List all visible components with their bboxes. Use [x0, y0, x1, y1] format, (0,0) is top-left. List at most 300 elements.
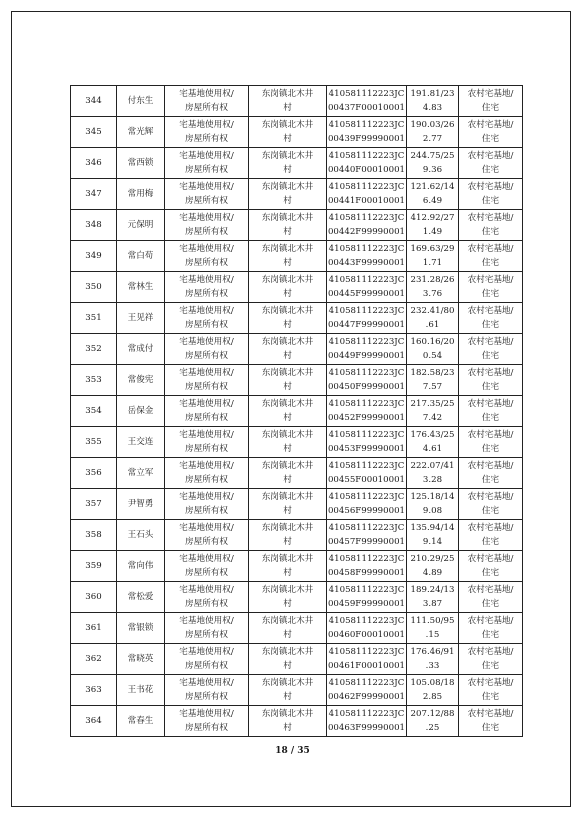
area-cell-text: 222.07/41 3.28 [410, 461, 455, 485]
location-cell-text: 东岗镇北木井 村 [261, 678, 314, 702]
land-use-cell-text: 农村宅基地/ 住宅 [467, 430, 514, 454]
location-cell [249, 520, 327, 551]
table-row [71, 210, 523, 241]
area-cell-text: 210.29/25 4.89 [410, 554, 455, 578]
land-use-cell [459, 706, 523, 737]
owner-name-cell-text: 王交连 [127, 437, 154, 447]
right-type-cell [165, 241, 249, 272]
row-number-cell [71, 458, 117, 489]
location-cell [249, 458, 327, 489]
owner-name-cell [117, 520, 165, 551]
row-number-cell [71, 148, 117, 179]
area-cell [407, 613, 459, 644]
area-cell [407, 241, 459, 272]
location-cell-text: 东岗镇北木井 村 [261, 337, 314, 361]
location-cell [249, 551, 327, 582]
unit-code-cell-text: 410581112223JC 00458F99990001 [327, 554, 406, 578]
row-number-cell [71, 427, 117, 458]
records-table [70, 85, 523, 737]
unit-code-cell-text: 410581112223JC 00449F99990001 [327, 337, 406, 361]
table-row [71, 272, 523, 303]
land-use-cell [459, 458, 523, 489]
location-cell [249, 489, 327, 520]
unit-code-cell [327, 365, 407, 396]
land-use-cell [459, 644, 523, 675]
row-number-cell-text: 347 [85, 189, 102, 199]
row-number-cell-text: 354 [85, 406, 102, 416]
owner-name-cell-text: 常松爱 [127, 592, 154, 602]
location-cell-text: 东岗镇北木井 村 [261, 461, 314, 485]
area-cell [407, 675, 459, 706]
owner-name-cell [117, 613, 165, 644]
row-number-cell-text: 357 [85, 499, 102, 509]
owner-name-cell-text: 常用梅 [127, 189, 154, 199]
unit-code-cell [327, 303, 407, 334]
right-type-cell [165, 272, 249, 303]
area-cell [407, 210, 459, 241]
location-cell-text: 东岗镇北木井 村 [261, 399, 314, 423]
right-type-cell [165, 210, 249, 241]
land-use-cell [459, 675, 523, 706]
unit-code-cell [327, 148, 407, 179]
unit-code-cell-text: 410581112223JC 00437F00010001 [327, 89, 406, 113]
location-cell-text: 东岗镇北木井 村 [261, 430, 314, 454]
table-row [71, 179, 523, 210]
land-use-cell [459, 303, 523, 334]
page-number: 18 / 35 [275, 746, 310, 756]
right-type-cell [165, 427, 249, 458]
row-number-cell [71, 241, 117, 272]
row-number-cell [71, 179, 117, 210]
unit-code-cell [327, 272, 407, 303]
row-number-cell-text: 348 [85, 220, 102, 230]
location-cell [249, 427, 327, 458]
unit-code-cell [327, 334, 407, 365]
area-cell [407, 706, 459, 737]
table-row [71, 706, 523, 737]
owner-name-cell-text: 常春生 [127, 716, 154, 726]
area-cell [407, 551, 459, 582]
table-row [71, 241, 523, 272]
land-use-cell-text: 农村宅基地/ 住宅 [467, 151, 514, 175]
unit-code-cell [327, 86, 407, 117]
right-type-cell-text: 宅基地使用权/ 房屋所有权 [179, 678, 234, 702]
land-use-cell-text: 农村宅基地/ 住宅 [467, 244, 514, 268]
owner-name-cell-text: 常立军 [127, 468, 154, 478]
right-type-cell-text: 宅基地使用权/ 房屋所有权 [179, 89, 234, 113]
area-cell-text: 244.75/25 9.36 [410, 151, 455, 175]
right-type-cell [165, 582, 249, 613]
land-use-cell-text: 农村宅基地/ 住宅 [467, 306, 514, 330]
owner-name-cell [117, 489, 165, 520]
unit-code-cell [327, 241, 407, 272]
area-cell [407, 148, 459, 179]
area-cell-text: 182.58/23 7.57 [410, 368, 455, 392]
right-type-cell-text: 宅基地使用权/ 房屋所有权 [179, 151, 234, 175]
table-row [71, 365, 523, 396]
row-number-cell [71, 644, 117, 675]
land-use-cell-text: 农村宅基地/ 住宅 [467, 554, 514, 578]
unit-code-cell [327, 644, 407, 675]
location-cell-text: 东岗镇北木井 村 [261, 244, 314, 268]
owner-name-cell-text: 常俊宪 [127, 375, 154, 385]
owner-name-cell [117, 179, 165, 210]
right-type-cell-text: 宅基地使用权/ 房屋所有权 [179, 585, 234, 609]
unit-code-cell [327, 210, 407, 241]
area-cell [407, 303, 459, 334]
right-type-cell [165, 148, 249, 179]
area-cell [407, 86, 459, 117]
right-type-cell-text: 宅基地使用权/ 房屋所有权 [179, 244, 234, 268]
land-use-cell-text: 农村宅基地/ 住宅 [467, 616, 514, 640]
unit-code-cell-text: 410581112223JC 00461F00010001 [327, 647, 406, 671]
row-number-cell-text: 350 [85, 282, 102, 292]
right-type-cell-text: 宅基地使用权/ 房屋所有权 [179, 523, 234, 547]
right-type-cell-text: 宅基地使用权/ 房屋所有权 [179, 492, 234, 516]
area-cell-text: 121.62/14 6.49 [410, 182, 455, 206]
land-use-cell-text: 农村宅基地/ 住宅 [467, 678, 514, 702]
owner-name-cell [117, 117, 165, 148]
right-type-cell [165, 396, 249, 427]
owner-name-cell [117, 303, 165, 334]
owner-name-cell [117, 241, 165, 272]
unit-code-cell [327, 613, 407, 644]
row-number-cell-text: 355 [85, 437, 102, 447]
row-number-cell-text: 349 [85, 251, 102, 261]
row-number-cell-text: 363 [85, 685, 102, 695]
location-cell [249, 365, 327, 396]
area-cell [407, 458, 459, 489]
row-number-cell [71, 117, 117, 148]
row-number-cell [71, 210, 117, 241]
area-cell-text: 111.50/95 .15 [410, 616, 455, 640]
owner-name-cell-text: 常晓英 [127, 654, 154, 664]
location-cell-text: 东岗镇北木井 村 [261, 151, 314, 175]
owner-name-cell-text: 常成付 [127, 344, 154, 354]
row-number-cell-text: 352 [85, 344, 102, 354]
unit-code-cell [327, 427, 407, 458]
location-cell-text: 东岗镇北木井 村 [261, 306, 314, 330]
unit-code-cell [327, 520, 407, 551]
area-cell-text: 176.46/91 .33 [410, 647, 455, 671]
area-cell-text: 231.28/26 3.76 [410, 275, 455, 299]
land-use-cell [459, 427, 523, 458]
land-use-cell-text: 农村宅基地/ 住宅 [467, 523, 514, 547]
row-number-cell [71, 396, 117, 427]
location-cell-text: 东岗镇北木井 村 [261, 709, 314, 733]
unit-code-cell-text: 410581112223JC 00445F99990001 [327, 275, 406, 299]
location-cell-text: 东岗镇北木井 村 [261, 585, 314, 609]
right-type-cell [165, 458, 249, 489]
land-use-cell-text: 农村宅基地/ 住宅 [467, 120, 514, 144]
row-number-cell [71, 613, 117, 644]
location-cell-text: 东岗镇北木井 村 [261, 523, 314, 547]
row-number-cell [71, 334, 117, 365]
area-cell [407, 365, 459, 396]
table-row [71, 117, 523, 148]
land-use-cell-text: 农村宅基地/ 住宅 [467, 461, 514, 485]
owner-name-cell [117, 86, 165, 117]
area-cell-text: 105.08/18 2.85 [410, 678, 455, 702]
land-use-cell-text: 农村宅基地/ 住宅 [467, 182, 514, 206]
location-cell-text: 东岗镇北木井 村 [261, 213, 314, 237]
table-row [71, 644, 523, 675]
owner-name-cell [117, 396, 165, 427]
right-type-cell [165, 613, 249, 644]
right-type-cell [165, 334, 249, 365]
location-cell-text: 东岗镇北木井 村 [261, 554, 314, 578]
land-use-cell [459, 86, 523, 117]
land-use-cell-text: 农村宅基地/ 住宅 [467, 368, 514, 392]
row-number-cell-text: 359 [85, 561, 102, 571]
area-cell [407, 272, 459, 303]
land-use-cell [459, 210, 523, 241]
unit-code-cell [327, 489, 407, 520]
location-cell-text: 东岗镇北木井 村 [261, 89, 314, 113]
owner-name-cell [117, 334, 165, 365]
location-cell-text: 东岗镇北木井 村 [261, 492, 314, 516]
unit-code-cell [327, 675, 407, 706]
land-use-cell [459, 148, 523, 179]
location-cell [249, 210, 327, 241]
unit-code-cell-text: 410581112223JC 00459F99990001 [327, 585, 406, 609]
right-type-cell-text: 宅基地使用权/ 房屋所有权 [179, 399, 234, 423]
row-number-cell [71, 520, 117, 551]
land-use-cell [459, 179, 523, 210]
table-row [71, 613, 523, 644]
area-cell-text: 169.63/29 1.71 [410, 244, 455, 268]
owner-name-cell-text: 王见祥 [127, 313, 154, 323]
owner-name-cell [117, 210, 165, 241]
land-use-cell-text: 农村宅基地/ 住宅 [467, 492, 514, 516]
owner-name-cell [117, 365, 165, 396]
owner-name-cell [117, 675, 165, 706]
right-type-cell-text: 宅基地使用权/ 房屋所有权 [179, 647, 234, 671]
owner-name-cell-text: 王石头 [127, 530, 154, 540]
unit-code-cell [327, 458, 407, 489]
unit-code-cell-text: 410581112223JC 00455F00010001 [327, 461, 406, 485]
right-type-cell [165, 117, 249, 148]
owner-name-cell [117, 458, 165, 489]
land-use-cell-text: 农村宅基地/ 住宅 [467, 337, 514, 361]
unit-code-cell [327, 551, 407, 582]
owner-name-cell [117, 551, 165, 582]
unit-code-cell-text: 410581112223JC 00443F99990001 [327, 244, 406, 268]
area-cell-text: 232.41/80 .61 [410, 306, 455, 330]
location-cell-text: 东岗镇北木井 村 [261, 647, 314, 671]
area-cell [407, 179, 459, 210]
land-use-cell [459, 613, 523, 644]
unit-code-cell-text: 410581112223JC 00450F99990001 [327, 368, 406, 392]
area-cell-text: 412.92/27 1.49 [410, 213, 455, 237]
right-type-cell [165, 551, 249, 582]
row-number-cell-text: 364 [85, 716, 102, 726]
location-cell [249, 675, 327, 706]
right-type-cell-text: 宅基地使用权/ 房屋所有权 [179, 182, 234, 206]
row-number-cell-text: 346 [85, 158, 102, 168]
location-cell [249, 706, 327, 737]
table-row [71, 334, 523, 365]
owner-name-cell-text: 常白苟 [127, 251, 154, 261]
land-use-cell [459, 272, 523, 303]
area-cell [407, 582, 459, 613]
location-cell [249, 241, 327, 272]
land-use-cell-text: 农村宅基地/ 住宅 [467, 709, 514, 733]
area-cell [407, 334, 459, 365]
area-cell [407, 117, 459, 148]
owner-name-cell [117, 582, 165, 613]
right-type-cell [165, 179, 249, 210]
table-row [71, 148, 523, 179]
area-cell-text: 160.16/20 0.54 [410, 337, 455, 361]
area-cell-text: 217.35/25 7.42 [410, 399, 455, 423]
table-row [71, 396, 523, 427]
owner-name-cell-text: 付东生 [127, 96, 154, 106]
row-number-cell [71, 582, 117, 613]
location-cell [249, 644, 327, 675]
unit-code-cell-text: 410581112223JC 00456F99990001 [327, 492, 406, 516]
unit-code-cell-text: 410581112223JC 00440F00010001 [327, 151, 406, 175]
location-cell [249, 303, 327, 334]
row-number-cell-text: 344 [85, 96, 102, 106]
owner-name-cell [117, 272, 165, 303]
location-cell-text: 东岗镇北木井 村 [261, 182, 314, 206]
land-use-cell [459, 334, 523, 365]
table-row [71, 520, 523, 551]
unit-code-cell [327, 582, 407, 613]
unit-code-cell-text: 410581112223JC 00442F99990001 [327, 213, 406, 237]
right-type-cell-text: 宅基地使用权/ 房屋所有权 [179, 275, 234, 299]
table-row [71, 427, 523, 458]
right-type-cell [165, 489, 249, 520]
land-use-cell [459, 551, 523, 582]
location-cell [249, 613, 327, 644]
row-number-cell [71, 706, 117, 737]
unit-code-cell-text: 410581112223JC 00463F99990001 [327, 709, 406, 733]
owner-name-cell [117, 706, 165, 737]
table-row [71, 86, 523, 117]
unit-code-cell-text: 410581112223JC 00441F00010001 [327, 182, 406, 206]
right-type-cell-text: 宅基地使用权/ 房屋所有权 [179, 337, 234, 361]
owner-name-cell-text: 元保明 [127, 220, 154, 230]
location-cell [249, 148, 327, 179]
table-row [71, 582, 523, 613]
land-use-cell-text: 农村宅基地/ 住宅 [467, 213, 514, 237]
table-row [71, 489, 523, 520]
unit-code-cell-text: 410581112223JC 00457F99990001 [327, 523, 406, 547]
row-number-cell [71, 551, 117, 582]
row-number-cell [71, 272, 117, 303]
land-use-cell [459, 520, 523, 551]
right-type-cell [165, 86, 249, 117]
owner-name-cell-text: 常向伟 [127, 561, 154, 571]
table-row [71, 458, 523, 489]
owner-name-cell [117, 644, 165, 675]
owner-name-cell [117, 427, 165, 458]
location-cell [249, 179, 327, 210]
right-type-cell-text: 宅基地使用权/ 房屋所有权 [179, 120, 234, 144]
area-cell-text: 189.24/13 3.87 [410, 585, 455, 609]
area-cell [407, 489, 459, 520]
unit-code-cell-text: 410581112223JC 00462F99990001 [327, 678, 406, 702]
area-cell-text: 176.43/25 4.61 [410, 430, 455, 454]
unit-code-cell [327, 396, 407, 427]
land-use-cell [459, 117, 523, 148]
location-cell-text: 东岗镇北木井 村 [261, 120, 314, 144]
row-number-cell-text: 353 [85, 375, 102, 385]
area-cell-text: 190.03/26 2.77 [410, 120, 455, 144]
land-use-cell [459, 241, 523, 272]
table-row [71, 551, 523, 582]
right-type-cell [165, 365, 249, 396]
land-use-cell [459, 489, 523, 520]
row-number-cell-text: 345 [85, 127, 102, 137]
unit-code-cell [327, 706, 407, 737]
location-cell-text: 东岗镇北木井 村 [261, 275, 314, 299]
area-cell [407, 396, 459, 427]
row-number-cell [71, 303, 117, 334]
owner-name-cell [117, 148, 165, 179]
area-cell [407, 520, 459, 551]
unit-code-cell [327, 179, 407, 210]
land-use-cell-text: 农村宅基地/ 住宅 [467, 399, 514, 423]
row-number-cell-text: 361 [85, 623, 102, 633]
owner-name-cell-text: 常银锁 [127, 623, 154, 633]
land-use-cell [459, 365, 523, 396]
right-type-cell-text: 宅基地使用权/ 房屋所有权 [179, 306, 234, 330]
location-cell [249, 117, 327, 148]
right-type-cell [165, 520, 249, 551]
owner-name-cell-text: 常西锁 [127, 158, 154, 168]
land-use-cell-text: 农村宅基地/ 住宅 [467, 275, 514, 299]
location-cell-text: 东岗镇北木井 村 [261, 616, 314, 640]
location-cell [249, 272, 327, 303]
land-use-cell [459, 396, 523, 427]
table-row [71, 303, 523, 334]
owner-name-cell-text: 王书花 [127, 685, 154, 695]
row-number-cell-text: 358 [85, 530, 102, 540]
right-type-cell-text: 宅基地使用权/ 房屋所有权 [179, 554, 234, 578]
location-cell [249, 334, 327, 365]
unit-code-cell-text: 410581112223JC 00460F00010001 [327, 616, 406, 640]
area-cell [407, 427, 459, 458]
right-type-cell-text: 宅基地使用权/ 房屋所有权 [179, 709, 234, 733]
land-use-cell [459, 582, 523, 613]
location-cell-text: 东岗镇北木井 村 [261, 368, 314, 392]
location-cell [249, 396, 327, 427]
right-type-cell-text: 宅基地使用权/ 房屋所有权 [179, 616, 234, 640]
unit-code-cell-text: 410581112223JC 00452F99990001 [327, 399, 406, 423]
owner-name-cell-text: 常光辉 [127, 127, 154, 137]
area-cell-text: 135.94/14 9.14 [410, 523, 455, 547]
location-cell [249, 86, 327, 117]
row-number-cell [71, 489, 117, 520]
land-use-cell-text: 农村宅基地/ 住宅 [467, 585, 514, 609]
right-type-cell [165, 644, 249, 675]
land-use-cell-text: 农村宅基地/ 住宅 [467, 647, 514, 671]
area-cell-text: 191.81/23 4.83 [410, 89, 455, 113]
right-type-cell [165, 675, 249, 706]
unit-code-cell [327, 117, 407, 148]
row-number-cell [71, 675, 117, 706]
right-type-cell [165, 706, 249, 737]
owner-name-cell-text: 尹智勇 [127, 499, 154, 509]
right-type-cell-text: 宅基地使用权/ 房屋所有权 [179, 213, 234, 237]
right-type-cell-text: 宅基地使用权/ 房屋所有权 [179, 430, 234, 454]
right-type-cell-text: 宅基地使用权/ 房屋所有权 [179, 368, 234, 392]
row-number-cell-text: 351 [85, 313, 102, 323]
area-cell [407, 644, 459, 675]
